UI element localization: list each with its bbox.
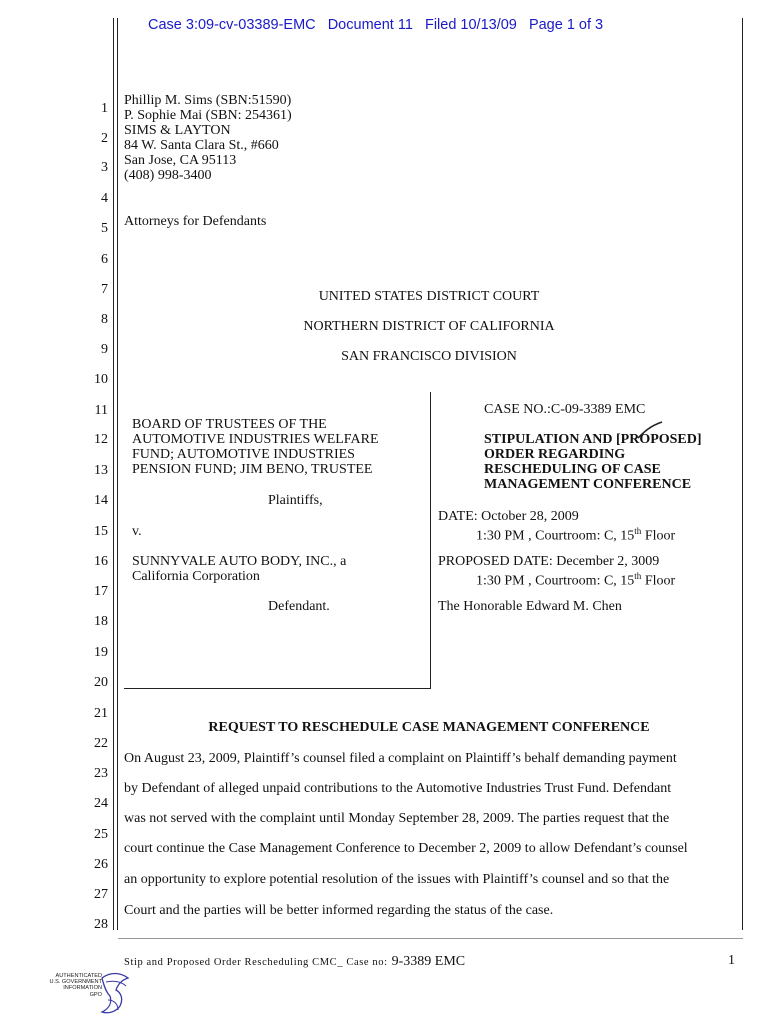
plaintiff-line: BOARD OF TRUSTEES OF THE xyxy=(132,417,327,432)
footer-text xyxy=(124,952,465,970)
attorney-line: SIMS & LAYTON xyxy=(124,123,231,138)
judge-name: The Honorable Edward M. Chen xyxy=(438,599,622,614)
body-line: was not served with the complaint until Monday September 28, 2009. The parties request that the xyxy=(124,811,670,826)
defendant-label: Defendant. xyxy=(268,599,330,614)
caption-divider-vertical xyxy=(430,392,431,689)
proposed-time-floor: Floor xyxy=(641,573,676,589)
request-heading: REQUEST TO RESCHEDULE CASE MANAGEMENT CONFERENCE xyxy=(208,720,650,735)
proposed-time xyxy=(476,569,675,589)
strike-mark-icon xyxy=(636,420,666,440)
title-line: MANAGEMENT CONFERENCE xyxy=(484,477,692,492)
plaintiff-line: AUTOMOTIVE INDUSTRIES WELFARE xyxy=(132,432,379,447)
court-district: NORTHERN DISTRICT OF CALIFORNIA xyxy=(303,319,555,334)
title-line: RESCHEDULING OF CASE xyxy=(484,462,661,477)
line-number: 7 xyxy=(101,282,108,297)
line-number: 20 xyxy=(94,675,108,690)
attorney-line: P. Sophie Mai (SBN: 254361) xyxy=(124,108,292,123)
attorney-line: (408) 998-3400 xyxy=(124,168,212,183)
line-number: 24 xyxy=(94,796,108,811)
line-number: 14 xyxy=(94,493,108,508)
case-number: CASE NO.:C-09-3389 EMC xyxy=(484,402,646,417)
attorney-line: San Jose, CA 95113 xyxy=(124,153,237,168)
footer-label: Stip and Proposed Order Rescheduling CMC_ Case no: xyxy=(124,957,388,968)
line-number: 10 xyxy=(94,372,108,387)
document-title xyxy=(484,432,702,492)
left-margin-line-2 xyxy=(117,18,118,930)
plaintiff-line: PENSION FUND; JIM BENO, TRUSTEE xyxy=(132,462,373,477)
line-number: 3 xyxy=(101,160,108,175)
caption-divider-horizontal xyxy=(124,688,431,689)
attorney-line: Phillip M. Sims (SBN:51590) xyxy=(124,93,292,108)
body-line: by Defendant of alleged unpaid contributions to the Automotive Industries Trust Fund. Defendant xyxy=(124,781,672,796)
seal-text: GPO xyxy=(89,991,102,998)
line-number: 18 xyxy=(94,614,108,629)
line-number: 16 xyxy=(94,554,108,569)
defendant-line: SUNNYVALE AUTO BODY, INC., a xyxy=(132,554,347,569)
line-number: 2 xyxy=(101,131,108,146)
right-margin-line xyxy=(742,18,743,930)
hearing-time-sup: th xyxy=(634,526,642,536)
line-number: 12 xyxy=(94,432,108,447)
line-number: 11 xyxy=(94,403,108,418)
line-number: 28 xyxy=(94,917,108,932)
left-margin-line-1 xyxy=(113,18,114,930)
proposed-time-sup: th xyxy=(634,571,642,581)
body-line: court continue the Case Management Conference to December 2, 2009 to allow Defendant’s counsel xyxy=(124,841,688,856)
line-number: 1 xyxy=(101,101,108,116)
hearing-time-floor: Floor xyxy=(641,528,676,544)
seal-text: AUTHENTICATED xyxy=(55,973,102,979)
line-number: 9 xyxy=(101,342,108,357)
line-number: 8 xyxy=(101,312,108,327)
title-line: ORDER REGARDING xyxy=(484,447,626,462)
eagle-logo-icon xyxy=(96,970,136,1018)
attorney-line: 84 W. Santa Clara St., #660 xyxy=(124,138,279,153)
defendant-block xyxy=(132,554,346,584)
attorney-role: Attorneys for Defendants xyxy=(124,214,267,229)
line-number: 5 xyxy=(101,221,108,236)
hearing-time xyxy=(476,524,675,544)
line-number: 21 xyxy=(94,706,108,721)
line-number: 27 xyxy=(94,887,108,902)
line-number: 13 xyxy=(94,463,108,478)
footer-case-number: 9-3389 EMC xyxy=(391,954,466,969)
versus: v. xyxy=(132,524,142,539)
line-number: 6 xyxy=(101,252,108,267)
line-number: 25 xyxy=(94,827,108,842)
hearing-date: DATE: October 28, 2009 xyxy=(438,509,579,524)
title-line: STIPULATION AND [PROPOSED] xyxy=(484,432,702,447)
line-number: 22 xyxy=(94,736,108,751)
plaintiffs-label: Plaintiffs, xyxy=(268,493,323,508)
footer-rule xyxy=(118,938,743,939)
defendant-line: California Corporation xyxy=(132,569,260,584)
line-number: 23 xyxy=(94,766,108,781)
gpo-seal xyxy=(40,970,132,1018)
line-number: 4 xyxy=(101,191,108,206)
proposed-time-text: 1:30 PM , Courtroom: C, 15 xyxy=(476,573,635,589)
plaintiff-line: FUND; AUTOMOTIVE INDUSTRIES xyxy=(132,447,355,462)
line-number: 26 xyxy=(94,857,108,872)
body-line: Court and the parties will be better informed regarding the status of the case. xyxy=(124,903,554,918)
filing-header: Case 3:09-cv-03389-EMC Document 11 Filed 10/13/09 Page 1 of 3 xyxy=(148,17,604,33)
body-line: an opportunity to explore potential resolution of the issues with Plaintiff’s counsel and so that the xyxy=(124,872,670,887)
hearing-time-text: 1:30 PM , Courtroom: C, 15 xyxy=(476,528,635,544)
court-division: SAN FRANCISCO DIVISION xyxy=(341,349,517,364)
seal-text: U.S. GOVERNMENT xyxy=(49,979,102,986)
seal-text: INFORMATION xyxy=(63,985,102,992)
attorney-block xyxy=(124,93,292,183)
line-number: 19 xyxy=(94,645,108,660)
court-name: UNITED STATES DISTRICT COURT xyxy=(318,289,540,304)
plaintiffs-block xyxy=(132,417,379,477)
line-number: 17 xyxy=(94,584,108,599)
body-line: On August 23, 2009, Plaintiff’s counsel filed a complaint on Plaintiff’s behalf demanding payment xyxy=(124,751,677,766)
line-number: 15 xyxy=(94,524,108,539)
page-number: 1 xyxy=(728,953,735,968)
proposed-date: PROPOSED DATE: December 2, 3009 xyxy=(438,554,660,569)
